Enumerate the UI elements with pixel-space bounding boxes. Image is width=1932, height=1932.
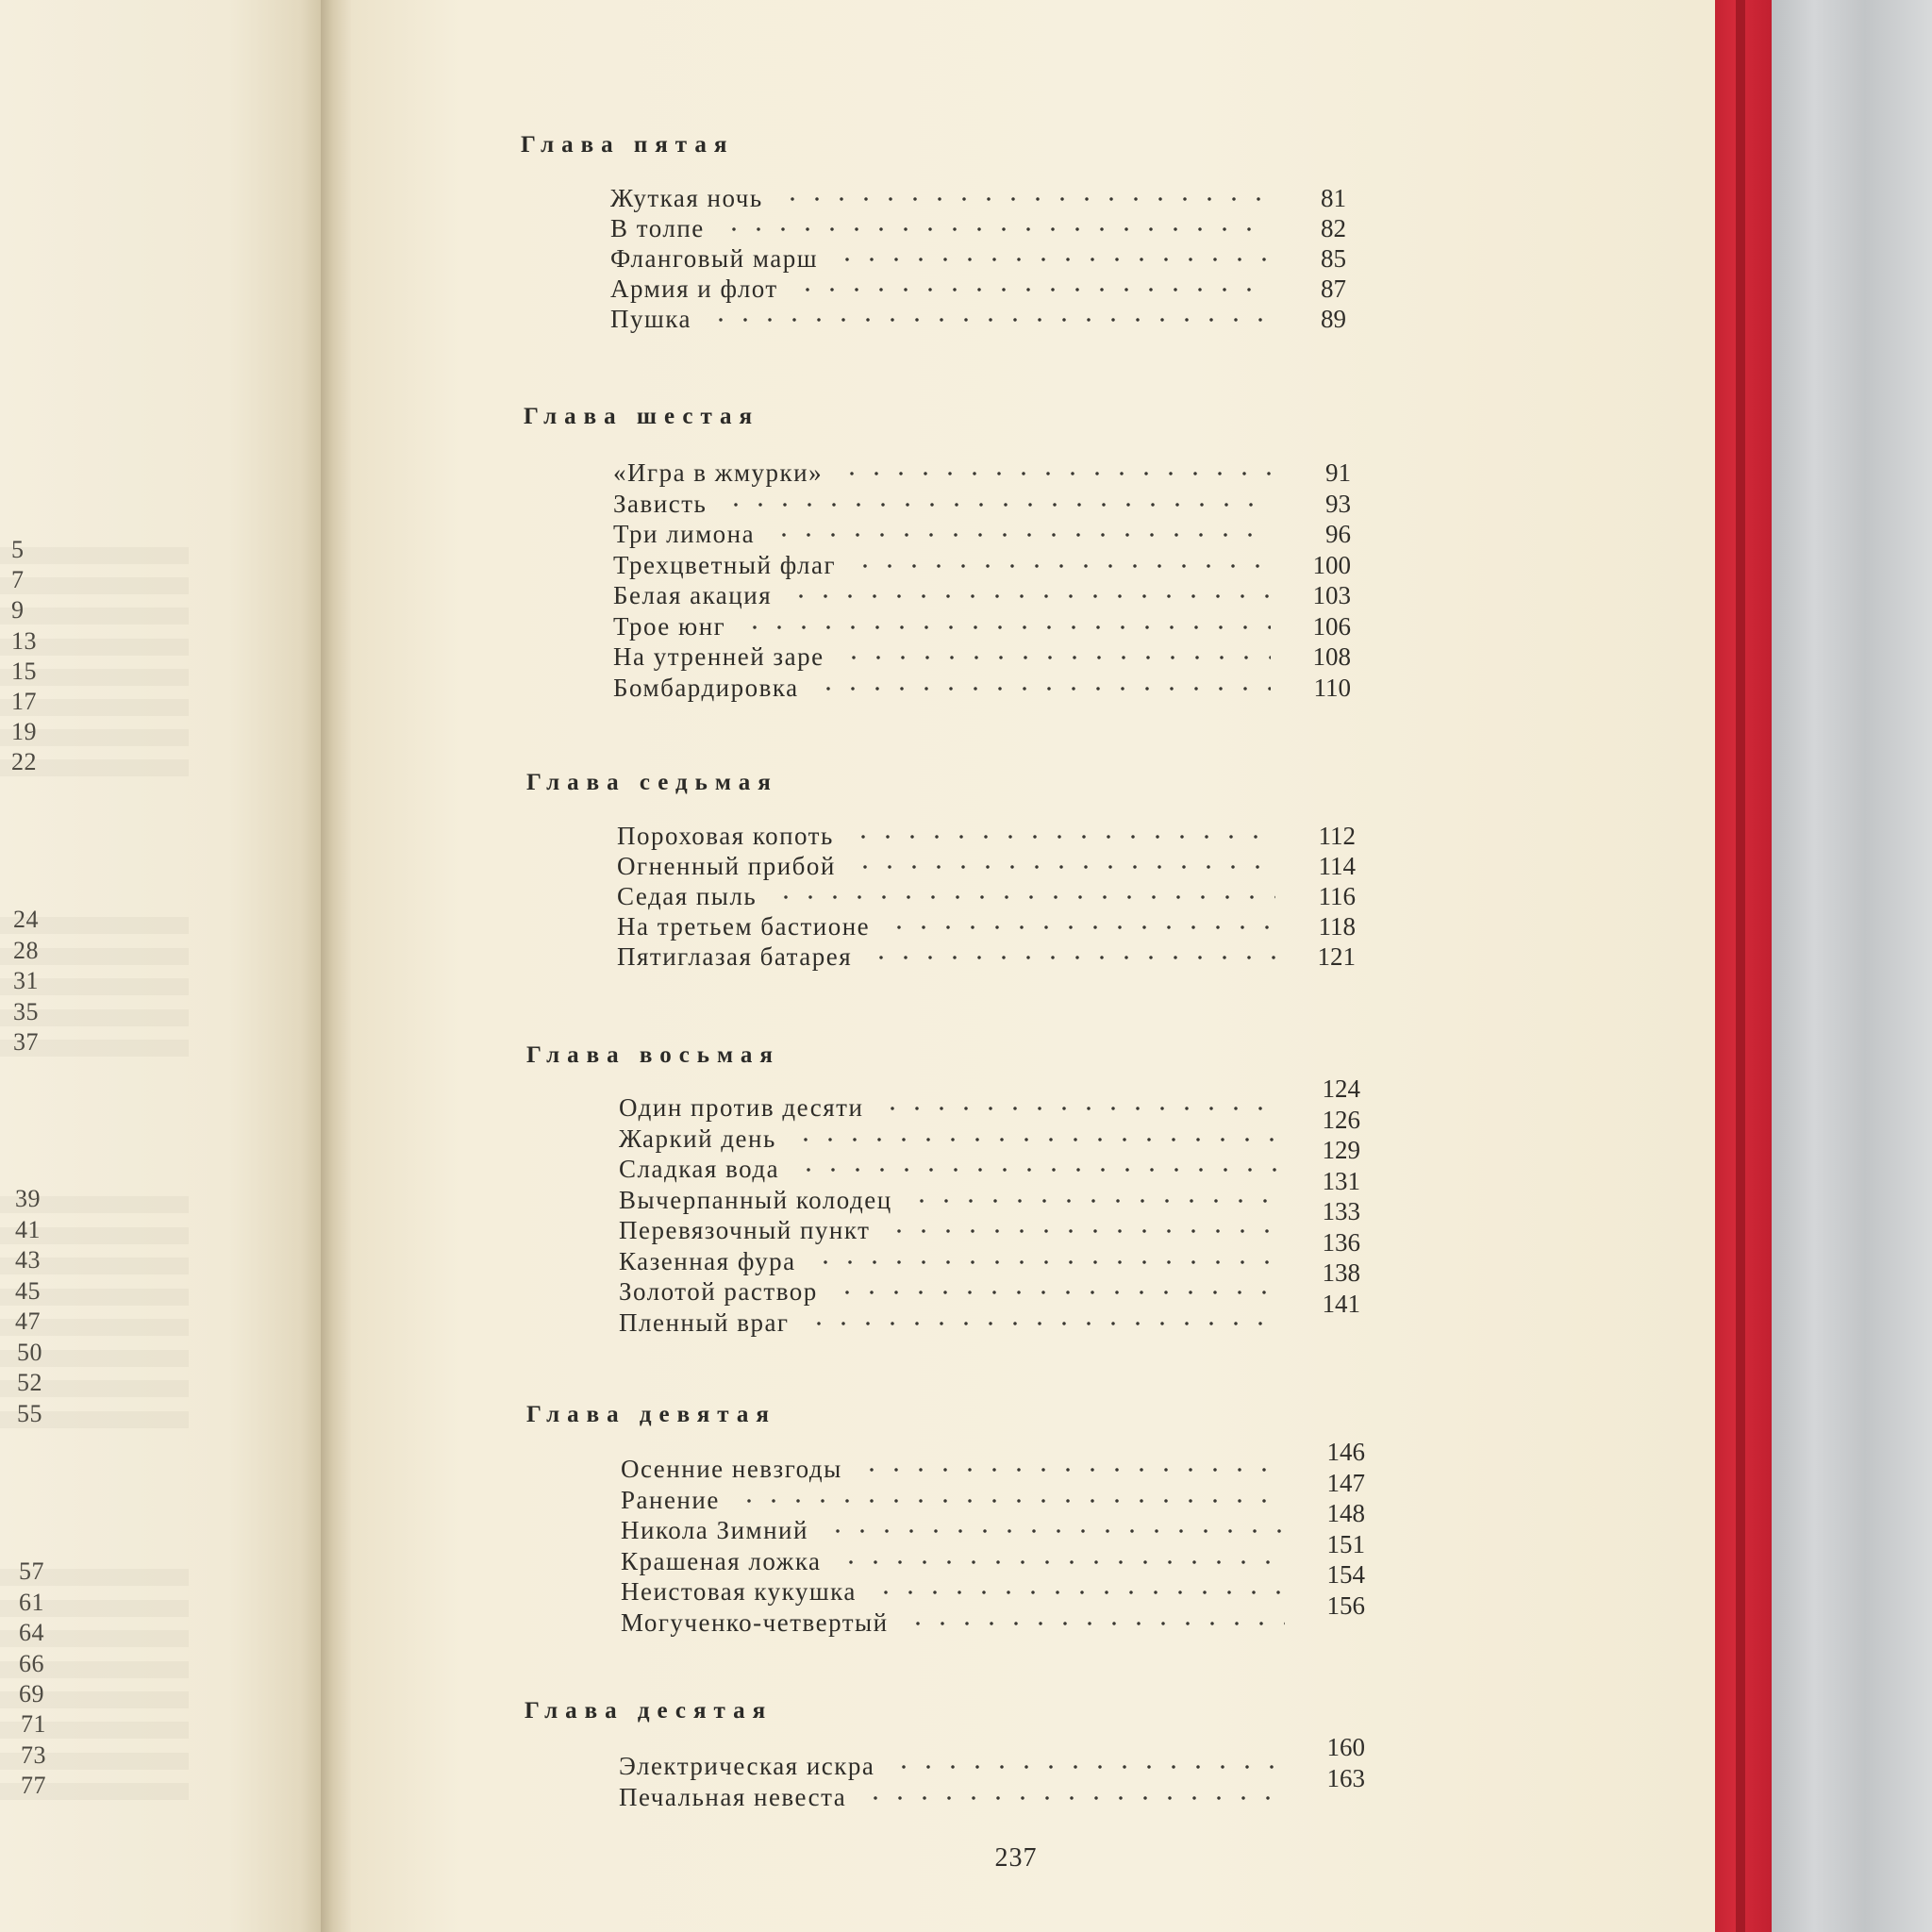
toc-entry-page: 87: [1321, 275, 1346, 303]
left-page-number: 57: [19, 1557, 44, 1585]
toc-entry: [613, 672, 1389, 704]
toc-entry-title: На утренней заре: [613, 642, 824, 671]
toc-entry: [617, 850, 1393, 882]
left-page-number: 7: [11, 566, 25, 593]
toc-entry-page: 156: [1326, 1591, 1365, 1620]
toc-entry-title: Электрическая искра: [619, 1752, 875, 1780]
toc-entry: [619, 1074, 1398, 1124]
show-through-text: [0, 1691, 189, 1708]
toc-entry-title: Могученко-четвертый: [621, 1607, 889, 1637]
dot-leader: [909, 1199, 1280, 1203]
show-through-text: [0, 547, 189, 564]
toc-entry-title: Армия и флот: [610, 275, 778, 303]
dot-leader: [906, 1622, 1285, 1625]
dot-leader: [795, 288, 1266, 291]
toc-entry-title: Золотой раствор: [619, 1277, 818, 1306]
dot-leader: [708, 318, 1266, 322]
toc-entry-title: На третьем бастионе: [617, 912, 871, 941]
show-through-text: [0, 948, 189, 965]
left-page-number: 55: [17, 1400, 42, 1427]
toc-entry-title: Белая акация: [613, 581, 773, 609]
dot-leader: [813, 1260, 1280, 1264]
toc-entry-page: 133: [1322, 1197, 1360, 1225]
show-through-text: [0, 1350, 189, 1367]
dot-leader: [851, 835, 1275, 839]
toc-entry-page: 118: [1318, 912, 1356, 941]
toc-entry-page: 106: [1312, 611, 1351, 641]
toc-entry-page: 110: [1313, 673, 1351, 702]
toc-entry-page: 100: [1312, 550, 1351, 579]
toc-entry: [610, 182, 1384, 214]
dot-leader: [887, 1229, 1280, 1233]
toc-entry-title: Фланговый марш: [610, 244, 819, 273]
show-through-text: [0, 978, 189, 995]
toc-entry-page: 116: [1318, 882, 1356, 910]
show-through-text: [0, 1196, 189, 1213]
toc-entry: [613, 610, 1389, 642]
toc-entry: [610, 273, 1384, 305]
dot-leader: [841, 656, 1271, 659]
dot-leader: [835, 258, 1266, 261]
dot-leader: [774, 895, 1275, 899]
toc-entry-page: 138: [1322, 1258, 1360, 1287]
show-through-text: [0, 759, 189, 776]
dot-leader: [780, 197, 1266, 201]
dot-leader: [789, 594, 1271, 598]
dot-leader: [772, 533, 1271, 537]
toc-entry-page: 131: [1322, 1166, 1360, 1195]
toc-entry: [617, 880, 1393, 912]
show-through-text: [0, 669, 189, 686]
show-through-text: [0, 1630, 189, 1647]
dot-leader: [722, 227, 1266, 231]
toc-entry: [610, 242, 1384, 275]
left-page-number: 31: [13, 967, 39, 994]
left-page-number: 73: [21, 1741, 46, 1769]
show-through-text: [0, 1227, 189, 1244]
toc-entry-title: Пушка: [610, 305, 691, 333]
left-page-number: 71: [21, 1710, 46, 1738]
left-page-number: 24: [13, 906, 39, 933]
toc-entry: [619, 1733, 1403, 1782]
toc-entry-title: Огненный прибой: [617, 852, 836, 880]
toc-entry: [617, 910, 1393, 942]
show-through-text: [0, 1289, 189, 1306]
toc-entry-page: 146: [1326, 1438, 1365, 1466]
toc-entry-page: 103: [1312, 581, 1351, 609]
left-page-number: 47: [15, 1307, 41, 1335]
toc-entry-page: 114: [1318, 852, 1356, 880]
toc-entry-page: 154: [1326, 1560, 1365, 1589]
chapter-heading: Глава шестая: [524, 404, 760, 429]
left-page: [0, 0, 326, 1932]
left-page-number: 61: [19, 1589, 44, 1616]
dot-leader: [742, 625, 1271, 629]
show-through-text: [0, 917, 189, 934]
book-gutter: [321, 0, 353, 1932]
show-through-text: [0, 1380, 189, 1397]
dot-leader: [825, 1529, 1285, 1533]
toc-entry-page: 148: [1326, 1499, 1365, 1527]
toc-entry: [613, 518, 1389, 550]
toc-entry-title: Пленный враг: [619, 1307, 790, 1337]
toc-entry-title: Осенние невзгоды: [621, 1455, 842, 1483]
toc-entry-title: Жаркий день: [619, 1124, 776, 1153]
dot-leader: [853, 865, 1275, 869]
toc-entry: [613, 457, 1389, 489]
show-through-text: [0, 729, 189, 746]
toc-entry: [613, 549, 1389, 581]
toc-entry-title: Ранение: [621, 1485, 720, 1514]
toc-entry-title: Сладкая вода: [619, 1155, 780, 1183]
show-through-text: [0, 1009, 189, 1026]
toc-entry-page: 160: [1326, 1733, 1365, 1761]
toc-entry-title: Три лимона: [613, 520, 756, 548]
show-through-text: [0, 639, 189, 656]
toc-entry-title: Перевязочный пункт: [619, 1216, 871, 1244]
toc-entry-title: Крашеная ложка: [621, 1546, 822, 1575]
left-page-number: 22: [11, 748, 37, 775]
toc-entry-title: Печальная невеста: [619, 1783, 847, 1811]
dot-leader: [816, 687, 1271, 691]
dot-leader: [793, 1138, 1280, 1141]
left-page-number: 50: [17, 1339, 42, 1366]
left-page-number: 15: [11, 658, 37, 685]
toc-entry-page: 151: [1326, 1529, 1365, 1558]
toc-entry-title: Трое юнг: [613, 611, 726, 641]
toc-entry: [617, 820, 1393, 852]
left-page-number: 28: [13, 937, 39, 964]
left-page-number: 69: [19, 1680, 44, 1707]
dot-leader: [724, 503, 1271, 507]
chapter-heading: Глава десятая: [525, 1698, 774, 1724]
toc-entry-page: 93: [1325, 489, 1351, 518]
toc-entry-title: Вычерпанный колодец: [619, 1185, 892, 1214]
left-page-number: 5: [11, 536, 25, 563]
toc-entry-title: Никола Зимний: [621, 1516, 808, 1544]
chapter-heading: Глава восьмая: [526, 1042, 780, 1068]
toc-entry-page: 129: [1322, 1136, 1360, 1164]
left-page-number: 17: [11, 688, 37, 715]
show-through-text: [0, 1319, 189, 1336]
toc-entry-title: Жуткая ночь: [610, 184, 763, 212]
toc-entry-page: 91: [1325, 458, 1351, 487]
left-page-number: 66: [19, 1650, 44, 1677]
toc-entry-title: Бомбардировка: [613, 673, 799, 702]
toc-entry-page: 89: [1321, 305, 1346, 333]
toc-entry-title: «Игра в жмурки»: [613, 458, 824, 487]
left-page-number: 39: [15, 1185, 41, 1212]
dot-leader: [839, 1560, 1285, 1564]
toc-entry-page: 121: [1317, 942, 1356, 971]
left-page-number: 37: [13, 1028, 39, 1056]
toc-entry-title: Казенная фура: [619, 1246, 796, 1275]
left-page-number: 19: [11, 718, 37, 745]
toc-entry-page: 163: [1326, 1764, 1365, 1792]
toc-entry-title: Пятиглазая батарея: [617, 942, 853, 971]
dot-leader: [887, 925, 1275, 929]
toc-entry-page: 124: [1322, 1074, 1360, 1103]
show-through-text: [0, 608, 189, 625]
dot-leader: [863, 1796, 1285, 1800]
left-page-number: 43: [15, 1246, 41, 1274]
left-page-number: 9: [11, 596, 25, 624]
toc-entry-title: Зависть: [613, 489, 708, 518]
toc-entry: [613, 641, 1389, 673]
show-through-text: [0, 1661, 189, 1678]
left-page-number: 52: [17, 1369, 42, 1396]
dot-leader: [835, 1291, 1280, 1294]
left-page-number: 64: [19, 1619, 44, 1646]
chapter-heading: Глава пятая: [521, 132, 735, 158]
toc-entry-page: 85: [1321, 244, 1346, 273]
left-page-number: 77: [21, 1772, 46, 1799]
toc-entry-title: Седая пыль: [617, 882, 758, 910]
toc-entry-page: 112: [1318, 822, 1356, 850]
toc-entry-title: Трехцветный флаг: [613, 550, 837, 579]
show-through-text: [0, 1600, 189, 1617]
toc-entry-page: 81: [1321, 184, 1346, 212]
show-through-text: [0, 1753, 189, 1770]
cover-edge: [1736, 0, 1745, 1932]
toc-entry: [610, 303, 1384, 335]
left-page-number: 45: [15, 1277, 41, 1305]
left-page-number: 35: [13, 998, 39, 1025]
toc-entry-title: Пороховая копоть: [617, 822, 834, 850]
toc-entry-page: 147: [1326, 1468, 1365, 1497]
left-page-number: 41: [15, 1216, 41, 1243]
dot-leader: [859, 1468, 1285, 1472]
toc-entry-title: Один против десяти: [619, 1093, 864, 1122]
dot-leader: [880, 1107, 1280, 1110]
toc-entry-page: 126: [1322, 1105, 1360, 1134]
show-through-text: [0, 1411, 189, 1428]
toc-entry-title: В толпе: [610, 214, 705, 242]
right-page: [351, 0, 1715, 1932]
dot-leader: [869, 956, 1275, 959]
left-page-number: 13: [11, 627, 37, 655]
page-folio: 237: [994, 1843, 1038, 1873]
dot-leader: [891, 1765, 1285, 1769]
toc-entry: [610, 212, 1384, 244]
show-through-text: [0, 577, 189, 594]
chapter-heading: Глава девятая: [526, 1402, 776, 1427]
dot-leader: [840, 472, 1271, 475]
toc-entry-title: Неистовая кукушка: [621, 1577, 857, 1606]
chapter-heading: Глава седьмая: [526, 770, 778, 795]
show-through-text: [0, 1722, 189, 1739]
show-through-text: [0, 1257, 189, 1274]
toc-entry-page: 136: [1322, 1227, 1360, 1257]
table-surface: [1764, 0, 1932, 1932]
toc-entry-page: 96: [1325, 520, 1351, 548]
dot-leader: [853, 564, 1271, 568]
dot-leader: [796, 1168, 1280, 1172]
show-through-text: [0, 1783, 189, 1800]
toc-entry: [613, 488, 1389, 520]
show-through-text: [0, 1569, 189, 1586]
toc-entry-page: 82: [1321, 214, 1346, 242]
toc-entry: [617, 941, 1393, 973]
toc-entry-page: 108: [1312, 642, 1351, 671]
toc-entry: [613, 579, 1389, 611]
toc-entry-page: 141: [1322, 1289, 1360, 1318]
dot-leader: [874, 1591, 1285, 1594]
show-through-text: [0, 1040, 189, 1057]
show-through-text: [0, 699, 189, 716]
table-of-contents: [351, 0, 1715, 1932]
dot-leader: [807, 1322, 1280, 1325]
dot-leader: [737, 1499, 1285, 1503]
toc-entry: [621, 1438, 1403, 1485]
